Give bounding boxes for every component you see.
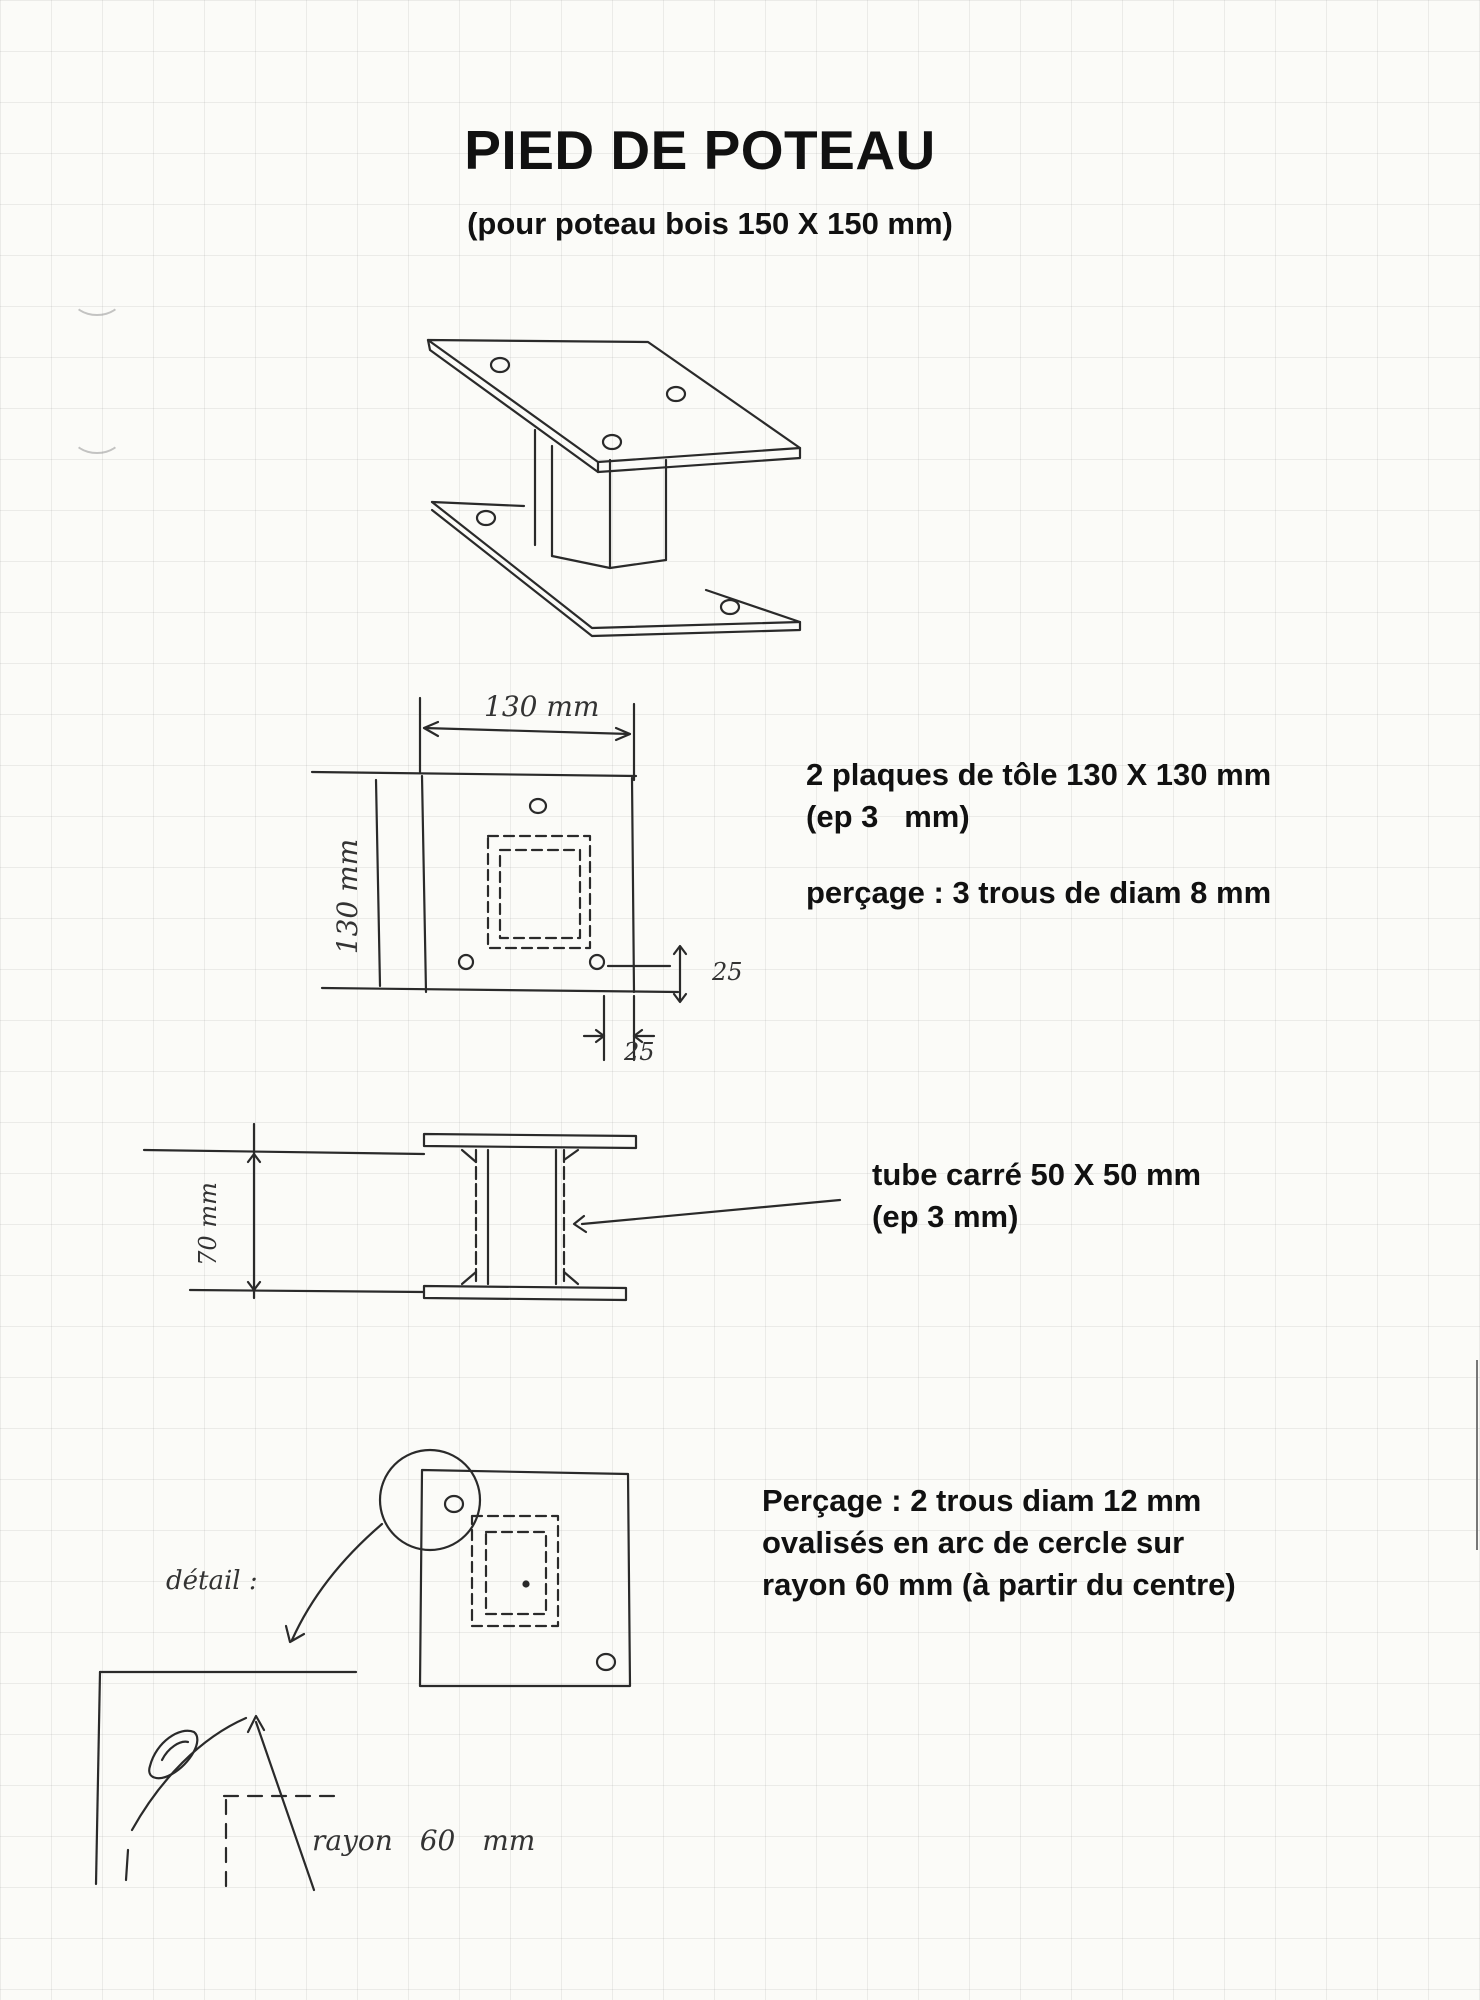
dim-plate-height: 130 mm bbox=[331, 838, 365, 955]
note-plates-line2: (ep 3 mm) bbox=[806, 799, 970, 834]
note-drilling-line3: rayon 60 mm (à partir du centre) bbox=[762, 1567, 1236, 1602]
plan-view-slots bbox=[286, 1450, 630, 1686]
radius-label: rayon 60 mm bbox=[312, 1824, 536, 1857]
note-plates bbox=[806, 754, 1271, 914]
dim-tube-height: 70 mm bbox=[193, 1182, 222, 1266]
note-drilling bbox=[762, 1480, 1236, 1606]
note-tube bbox=[872, 1154, 1201, 1238]
dim-offset-vertical: 25 bbox=[712, 958, 743, 986]
note-tube-line2: (ep 3 mm) bbox=[872, 1199, 1019, 1234]
note-plates-line1: 2 plaques de tôle 130 X 130 mm bbox=[806, 757, 1272, 792]
plate-top-view bbox=[312, 698, 686, 1060]
note-drilling-line2: ovalisés en arc de cercle sur bbox=[762, 1525, 1185, 1560]
note-drilling-line1: Perçage : 2 trous diam 12 mm bbox=[762, 1483, 1202, 1518]
detail-enlarged bbox=[96, 1672, 356, 1890]
page-title: PIED DE POTEAU bbox=[464, 119, 936, 181]
dim-offset-horizontal: 25 bbox=[624, 1038, 655, 1066]
note-tube-line1: tube carré 50 X 50 mm bbox=[872, 1157, 1202, 1192]
page-subtitle: (pour poteau bois 150 X 150 mm) bbox=[467, 206, 953, 241]
dim-plate-width: 130 mm bbox=[484, 690, 600, 723]
side-elevation bbox=[144, 1124, 840, 1300]
note-plates-line3: perçage : 3 trous de diam 8 mm bbox=[806, 875, 1272, 910]
isometric-sketch bbox=[428, 340, 800, 636]
detail-label: détail : bbox=[166, 1566, 258, 1596]
